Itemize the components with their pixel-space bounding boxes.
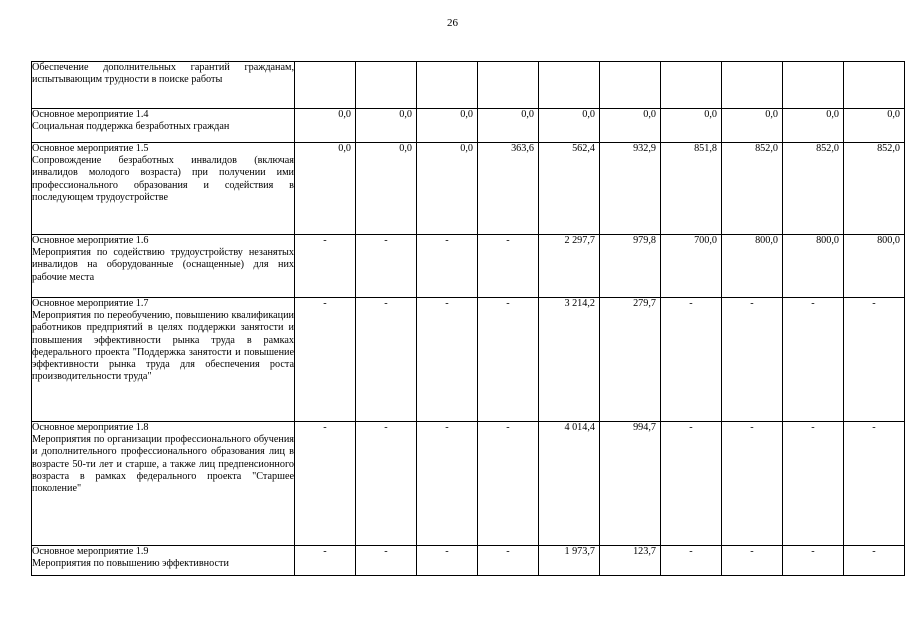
value-cell: 4 014,4 (539, 422, 600, 546)
value-cell: 1 973,7 (539, 546, 600, 576)
value-cell: 0,0 (539, 109, 600, 143)
activity-subtitle: Социальная поддержка безработных граждан (32, 121, 230, 133)
value-cell: - (661, 422, 722, 546)
value-cell: - (783, 298, 844, 422)
table-row (32, 109, 905, 143)
activity-subtitle: Мероприятия по организации профессионального обучения и дополнительного профессионального образования лиц в возрасте 50-ти лет и старше, а также лиц предпенсионного возраста в рамках федерального проекта "Старшее поколение" (32, 434, 294, 495)
value-cell: 0,0 (600, 109, 661, 143)
value-cell (417, 62, 478, 109)
activity-description-cell (32, 298, 295, 422)
value-cell (478, 62, 539, 109)
value-cell: 700,0 (661, 235, 722, 298)
value-cell: - (478, 422, 539, 546)
value-cell: - (295, 422, 356, 546)
value-cell: - (661, 546, 722, 576)
value-cell: 0,0 (844, 109, 905, 143)
value-cell: 800,0 (783, 235, 844, 298)
table-row (32, 235, 905, 298)
value-cell: - (417, 235, 478, 298)
activity-title: Обеспечение дополнительных гарантий гражданам, испытывающим трудности в поиске работы (32, 62, 294, 86)
value-cell (539, 62, 600, 109)
activity-description-cell (32, 235, 295, 298)
value-cell: 994,7 (600, 422, 661, 546)
value-cell: 0,0 (417, 109, 478, 143)
value-cell (722, 62, 783, 109)
value-cell: 0,0 (722, 109, 783, 143)
value-cell: - (417, 298, 478, 422)
value-cell: 852,0 (722, 143, 783, 235)
value-cell: 0,0 (661, 109, 722, 143)
value-cell: - (295, 298, 356, 422)
value-cell: 0,0 (356, 143, 417, 235)
page-number: 26 (447, 17, 458, 29)
table-row (32, 546, 905, 576)
activity-subtitle: Мероприятия по переобучению, повышению квалификации работников предприятий в целях поддержки занятости и повышения эффективности рынка труда в рамках федерального проекта "Поддержка занятости и повышение эффективности рынка труда для обеспечения роста производительности труда" (32, 310, 294, 383)
value-cell: - (356, 298, 417, 422)
table-row (32, 143, 905, 235)
value-cell (600, 62, 661, 109)
value-cell: - (356, 235, 417, 298)
value-cell: 0,0 (356, 109, 417, 143)
activity-description-cell (32, 109, 295, 143)
value-cell: - (356, 546, 417, 576)
value-cell: - (478, 298, 539, 422)
value-cell: 0,0 (417, 143, 478, 235)
table-row (32, 62, 905, 109)
value-cell: - (783, 546, 844, 576)
value-cell: 3 214,2 (539, 298, 600, 422)
value-cell: - (478, 235, 539, 298)
value-cell (661, 62, 722, 109)
value-cell: 979,8 (600, 235, 661, 298)
value-cell: 0,0 (783, 109, 844, 143)
value-cell: - (478, 546, 539, 576)
value-cell (356, 62, 417, 109)
value-cell: - (356, 422, 417, 546)
table-row (32, 422, 905, 546)
value-cell: 562,4 (539, 143, 600, 235)
activity-title: Основное мероприятие 1.6 (32, 235, 149, 246)
activity-description-cell (32, 546, 295, 576)
budget-table (31, 61, 905, 576)
value-cell: 932,9 (600, 143, 661, 235)
value-cell: - (417, 546, 478, 576)
value-cell (783, 62, 844, 109)
activity-description-cell (32, 62, 295, 109)
value-cell: 2 297,7 (539, 235, 600, 298)
activity-subtitle: Сопровождение безработных инвалидов (включая инвалидов молодого возраста) при получении ими профессионального образования и содействия в последующем трудоустройстве (32, 155, 294, 203)
activity-title: Основное мероприятие 1.7 (32, 298, 149, 309)
activity-description-cell (32, 143, 295, 235)
value-cell: - (295, 546, 356, 576)
value-cell (295, 62, 356, 109)
value-cell: 800,0 (844, 235, 905, 298)
value-cell: 852,0 (783, 143, 844, 235)
value-cell: - (844, 422, 905, 546)
value-cell: - (417, 422, 478, 546)
value-cell: - (661, 298, 722, 422)
value-cell: - (295, 235, 356, 298)
activity-subtitle: Мероприятия по повышению эффективности (32, 558, 229, 570)
value-cell: - (722, 298, 783, 422)
value-cell: - (783, 422, 844, 546)
value-cell: 0,0 (478, 109, 539, 143)
value-cell (844, 62, 905, 109)
value-cell: 123,7 (600, 546, 661, 576)
activity-subtitle: Мероприятия по содействию трудоустройству незанятых инвалидов на оборудованные (оснащенные) для них рабочие места (32, 247, 294, 283)
value-cell: - (722, 546, 783, 576)
activity-description-cell (32, 422, 295, 546)
value-cell: 851,8 (661, 143, 722, 235)
value-cell: 0,0 (295, 109, 356, 143)
value-cell: 0,0 (295, 143, 356, 235)
activity-title: Основное мероприятие 1.8 (32, 422, 149, 433)
value-cell: - (844, 298, 905, 422)
value-cell: 852,0 (844, 143, 905, 235)
activity-title: Основное мероприятие 1.4 (32, 109, 149, 120)
value-cell: 279,7 (600, 298, 661, 422)
value-cell: 800,0 (722, 235, 783, 298)
value-cell: 363,6 (478, 143, 539, 235)
activity-title: Основное мероприятие 1.5 (32, 143, 149, 154)
value-cell: - (722, 422, 783, 546)
table-row (32, 298, 905, 422)
activity-title: Основное мероприятие 1.9 (32, 546, 149, 557)
value-cell: - (844, 546, 905, 576)
